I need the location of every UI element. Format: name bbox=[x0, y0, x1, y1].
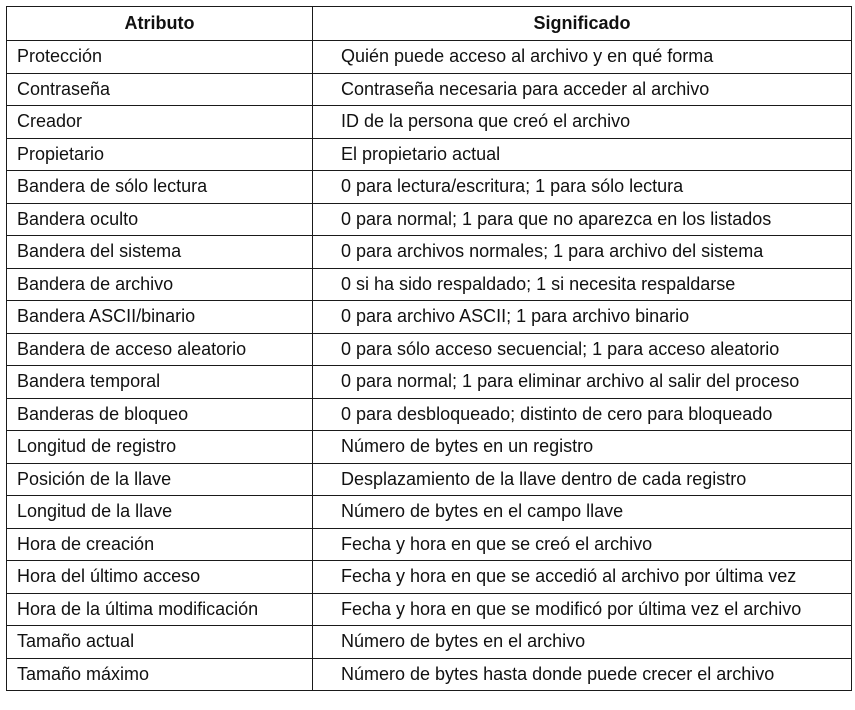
attribute-cell: Longitud de registro bbox=[7, 431, 313, 464]
meaning-cell: Quién puede acceso al archivo y en qué forma bbox=[313, 41, 852, 74]
meaning-cell: 0 para desbloqueado; distinto de cero para bloqueado bbox=[313, 398, 852, 431]
attribute-cell: Posición de la llave bbox=[7, 463, 313, 496]
attribute-cell: Propietario bbox=[7, 138, 313, 171]
table-header-row bbox=[7, 7, 852, 41]
table-row bbox=[7, 431, 852, 464]
header-meaning: Significado bbox=[313, 7, 852, 41]
meaning-cell: Número de bytes en el campo llave bbox=[313, 496, 852, 529]
attribute-cell: Contraseña bbox=[7, 73, 313, 106]
table-row bbox=[7, 398, 852, 431]
meaning-cell: 0 para sólo acceso secuencial; 1 para acceso aleatorio bbox=[313, 333, 852, 366]
meaning-cell: El propietario actual bbox=[313, 138, 852, 171]
table-row bbox=[7, 658, 852, 691]
meaning-cell: 0 para archivos normales; 1 para archivo del sistema bbox=[313, 236, 852, 269]
table-row bbox=[7, 463, 852, 496]
attribute-cell: Creador bbox=[7, 106, 313, 139]
meaning-cell: Desplazamiento de la llave dentro de cada registro bbox=[313, 463, 852, 496]
table-row bbox=[7, 593, 852, 626]
table-row bbox=[7, 268, 852, 301]
attribute-cell: Bandera temporal bbox=[7, 366, 313, 399]
attribute-cell: Bandera de archivo bbox=[7, 268, 313, 301]
table-row bbox=[7, 496, 852, 529]
meaning-cell: Número de bytes hasta donde puede crecer el archivo bbox=[313, 658, 852, 691]
attribute-cell: Banderas de bloqueo bbox=[7, 398, 313, 431]
table-row bbox=[7, 171, 852, 204]
meaning-cell: Fecha y hora en que se accedió al archivo por última vez bbox=[313, 561, 852, 594]
header-attribute: Atributo bbox=[7, 7, 313, 41]
table-row bbox=[7, 236, 852, 269]
meaning-cell: Fecha y hora en que se modificó por última vez el archivo bbox=[313, 593, 852, 626]
attribute-cell: Bandera de acceso aleatorio bbox=[7, 333, 313, 366]
meaning-cell: 0 si ha sido respaldado; 1 si necesita respaldarse bbox=[313, 268, 852, 301]
table-row bbox=[7, 138, 852, 171]
table-row bbox=[7, 203, 852, 236]
meaning-cell: 0 para normal; 1 para eliminar archivo al salir del proceso bbox=[313, 366, 852, 399]
meaning-cell: 0 para normal; 1 para que no aparezca en los listados bbox=[313, 203, 852, 236]
table-row bbox=[7, 73, 852, 106]
attribute-cell: Tamaño actual bbox=[7, 626, 313, 659]
attribute-cell: Bandera de sólo lectura bbox=[7, 171, 313, 204]
meaning-cell: Fecha y hora en que se creó el archivo bbox=[313, 528, 852, 561]
attribute-cell: Bandera ASCII/binario bbox=[7, 301, 313, 334]
meaning-cell: ID de la persona que creó el archivo bbox=[313, 106, 852, 139]
table-row bbox=[7, 366, 852, 399]
table-row bbox=[7, 41, 852, 74]
attribute-cell: Bandera del sistema bbox=[7, 236, 313, 269]
file-attributes-table-container bbox=[6, 6, 851, 691]
meaning-cell: Contraseña necesaria para acceder al archivo bbox=[313, 73, 852, 106]
meaning-cell: 0 para lectura/escritura; 1 para sólo lectura bbox=[313, 171, 852, 204]
table-row bbox=[7, 301, 852, 334]
attribute-cell: Tamaño máximo bbox=[7, 658, 313, 691]
meaning-cell: Número de bytes en un registro bbox=[313, 431, 852, 464]
meaning-cell: 0 para archivo ASCII; 1 para archivo binario bbox=[313, 301, 852, 334]
table-row bbox=[7, 528, 852, 561]
meaning-cell: Número de bytes en el archivo bbox=[313, 626, 852, 659]
attribute-cell: Protección bbox=[7, 41, 313, 74]
attribute-cell: Hora del último acceso bbox=[7, 561, 313, 594]
table-row bbox=[7, 626, 852, 659]
table-row bbox=[7, 106, 852, 139]
table-row bbox=[7, 333, 852, 366]
table-row bbox=[7, 561, 852, 594]
attribute-cell: Bandera oculto bbox=[7, 203, 313, 236]
attribute-cell: Hora de la última modificación bbox=[7, 593, 313, 626]
attribute-cell: Hora de creación bbox=[7, 528, 313, 561]
attribute-cell: Longitud de la llave bbox=[7, 496, 313, 529]
file-attributes-table bbox=[6, 6, 852, 691]
